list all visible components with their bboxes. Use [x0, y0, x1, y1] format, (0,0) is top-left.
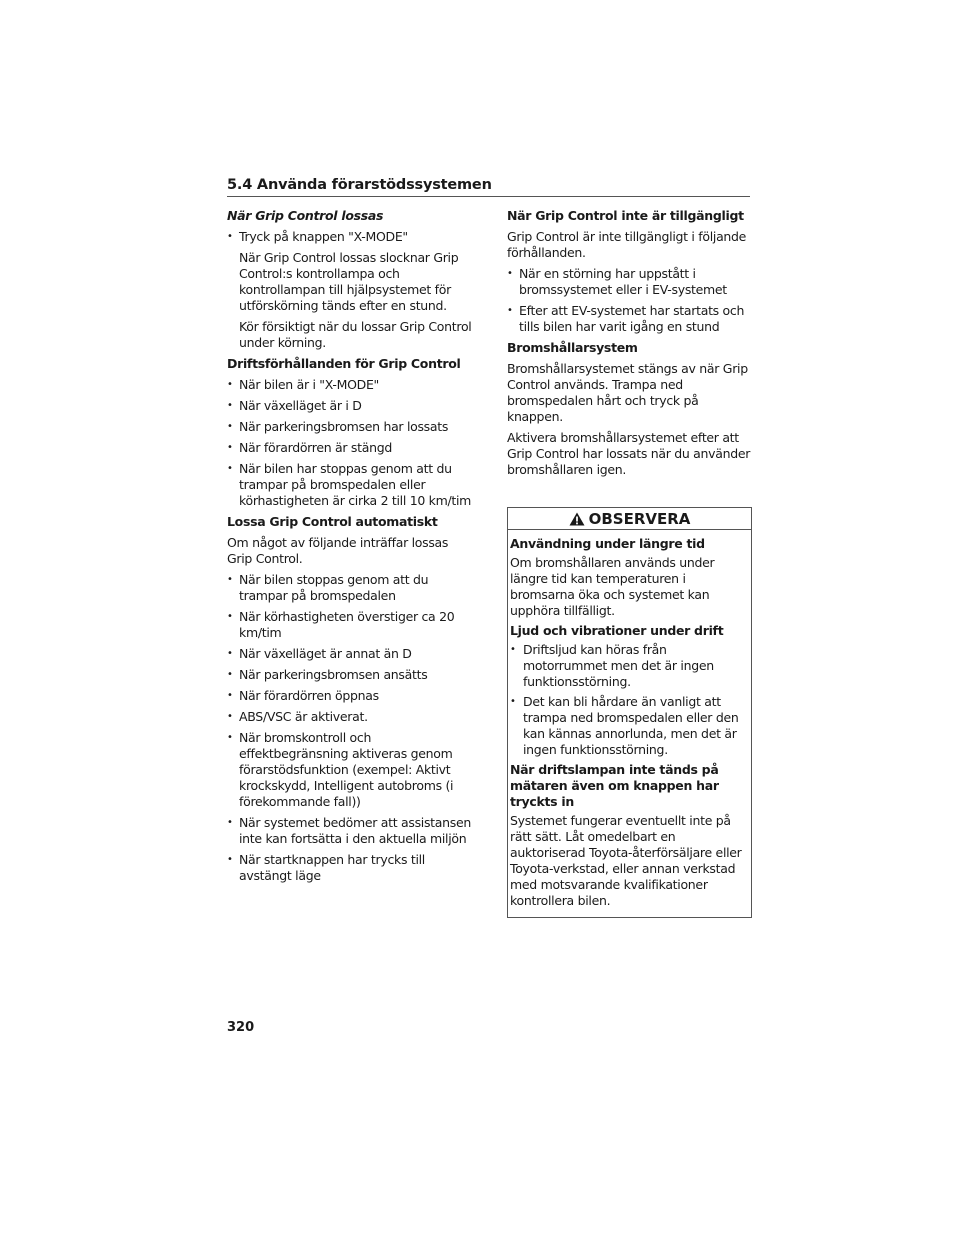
list-item: • När startknappen har trycks till avstängt läge: [227, 852, 472, 884]
list-item: • När bilen stoppas genom att du trampar på bromspedalen: [227, 572, 472, 604]
heading-not-available: När Grip Control inte är tillgängligt: [507, 208, 744, 223]
list-item: • När parkeringsbromsen ansätts: [227, 667, 472, 683]
section-title: 5.4 Använda förarstödssystemen: [227, 177, 492, 193]
sub-paragraph: Kör försiktigt när du lossar Grip Control under körning.: [239, 319, 472, 350]
notice-box: [507, 507, 752, 918]
list-item: • När förardörren öppnas: [227, 688, 472, 704]
section-header: [227, 177, 750, 197]
heading-auto-release: Lossa Grip Control automatiskt: [227, 514, 438, 529]
list-item: • När växelläget är i D: [227, 398, 472, 414]
list-item: • När växelläget är annat än D: [227, 646, 472, 662]
list-item: • När bilen har stoppas genom att du trampar på bromspedalen eller körhastigheten är cirka 2 till 10 km/tim: [227, 461, 472, 509]
notice-header: [508, 508, 751, 530]
list-item: • Tryck på knappen "X-MODE": [227, 229, 472, 245]
paragraph: Bromshållarsystemet stängs av när Grip Control används. Trampa ned bromspedalen hårt och tryck på knappen.: [507, 361, 748, 424]
notice-heading: Användning under längre tid: [510, 536, 705, 551]
list-item: • Efter att EV-systemet har startats och tills bilen har varit igång en stund: [507, 303, 751, 335]
heading-grip-control-release: När Grip Control lossas: [227, 208, 384, 223]
list-item: • När körhastigheten överstiger ca 20 km/tim: [227, 609, 472, 641]
page-number: 320: [227, 1020, 255, 1035]
list-item: • När bilen är i "X-MODE": [227, 377, 472, 393]
list-item: • ABS/VSC är aktiverat.: [227, 709, 472, 725]
heading-operating-conditions: Driftsförhållanden för Grip Control: [227, 356, 461, 371]
list-item: • När bromskontroll och effektbegränsning aktiveras genom förarstödsfunktion (exempel: Aktivt krockskydd, Intelligent autobroms (i förekommande fall)): [227, 730, 472, 810]
notice-list-item: • Det kan bli hårdare än vanligt att trampa ned bromspedalen eller den kan kännas annorlunda, men det är ingen funktionsstörning.: [510, 694, 751, 758]
list-item: • När en störning har uppstått i bromssystemet eller i EV-systemet: [507, 266, 751, 298]
right-column: [507, 208, 751, 483]
paragraph: Om något av följande inträffar lossas Grip Control.: [227, 535, 449, 566]
notice-paragraph: Om bromshållaren används under längre tid kan temperaturen i bromsarna öka och systemet kan upphöra tillfälligt.: [510, 555, 715, 618]
notice-heading: När driftslampan inte tänds på mätaren även om knappen har tryckts in: [510, 762, 719, 809]
paragraph: Aktivera bromshållarsystemet efter att Grip Control har lossats när du använder bromshållaren igen.: [507, 430, 751, 477]
list-item: • När systemet bedömer att assistansen inte kan fortsätta i den aktuella miljön: [227, 815, 472, 847]
notice-list-item: • Driftsljud kan höras från motorrummet men det är ingen funktionsstörning.: [510, 642, 751, 690]
list-item: • När förardörren är stängd: [227, 440, 472, 456]
notice-heading: Ljud och vibrationer under drift: [510, 623, 724, 638]
list-item: • När parkeringsbromsen har lossats: [227, 419, 472, 435]
heading-brake-hold: Bromshållarsystem: [507, 340, 638, 355]
notice-paragraph: Systemet fungerar eventuellt inte på rätt sätt. Låt omedelbart en auktoriserad Toyota-återförsäljare eller Toyota-verkstad, eller annan verkstad med motsvarande kvalifikationer kontrollera bilen.: [510, 813, 742, 908]
left-column: [227, 208, 472, 889]
paragraph: Grip Control är inte tillgängligt i följande förhållanden.: [507, 229, 747, 260]
sub-paragraph: När Grip Control lossas slocknar Grip Control:s kontrollampa och kontrollampan till hjälpsystemet för utförskörning tänds efter en stund.: [239, 250, 459, 313]
warning-icon: [569, 512, 585, 526]
notice-title: OBSERVERA: [588, 509, 691, 528]
notice-body: [508, 530, 751, 917]
